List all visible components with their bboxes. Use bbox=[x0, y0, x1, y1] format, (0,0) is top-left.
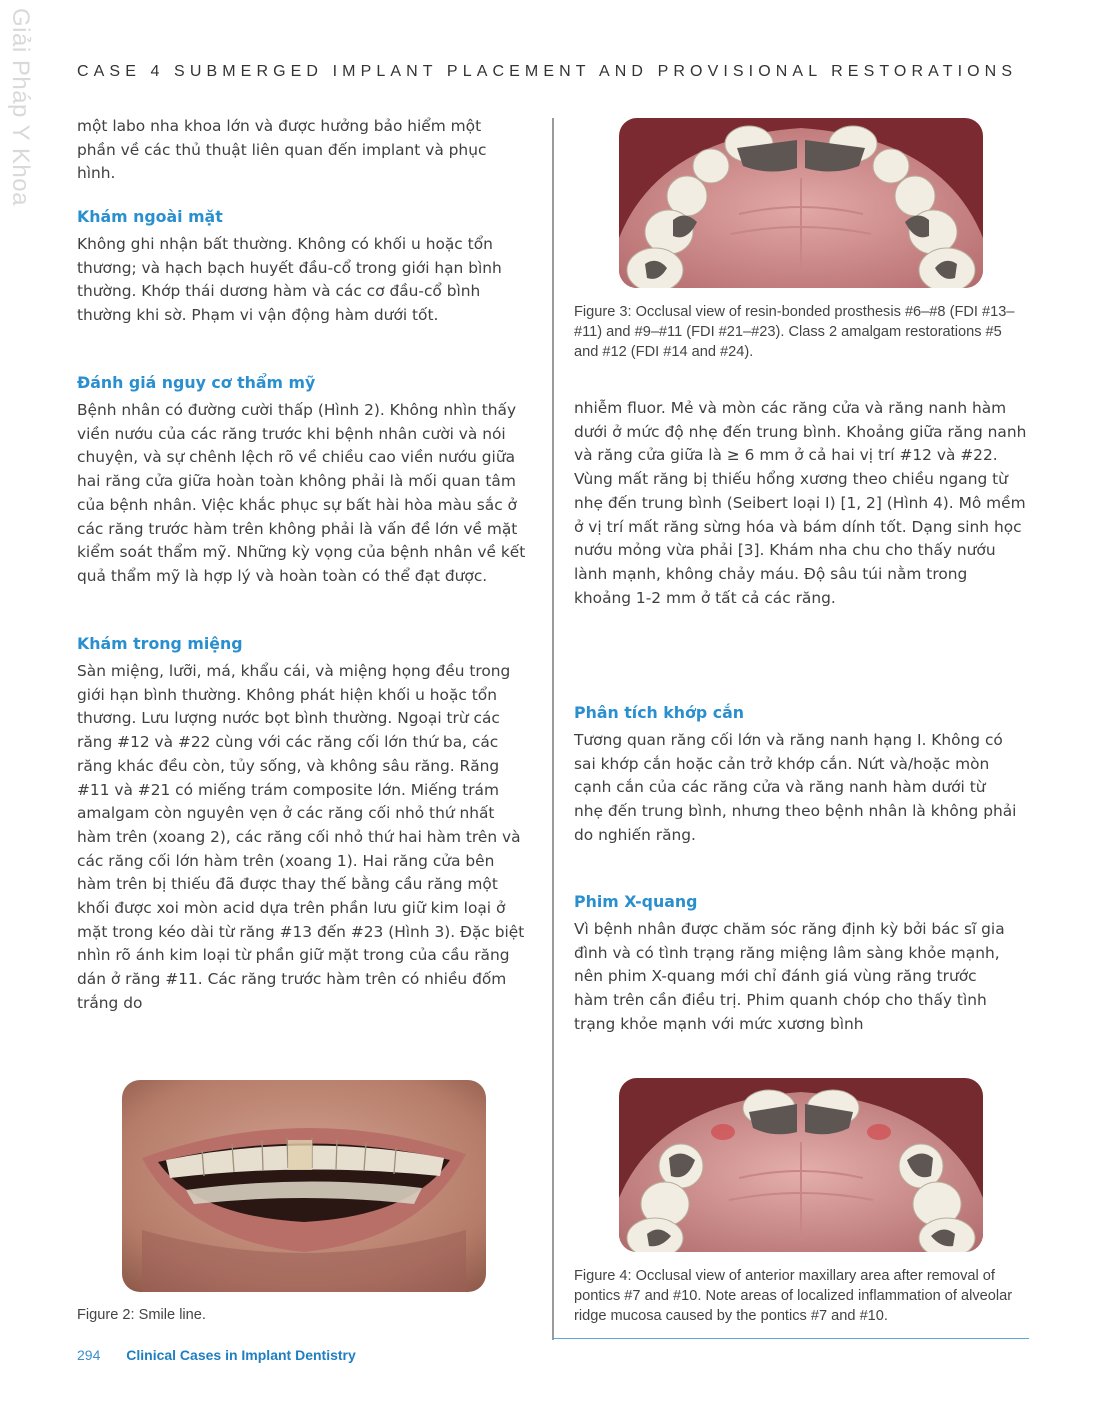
page-number: 294 bbox=[77, 1347, 101, 1363]
heading-radiographs: Phim X-quang bbox=[574, 892, 698, 911]
extraoral-paragraph: Không ghi nhận bất thường. Không có khối u hoặc tổn thương; và hạch bạch huyết đầu-cổ trong giới hạn bình thường. Khớp thái dương hàm và các cơ đầu-cổ bình thường khi sờ. Phạm vi vận động hàm dưới tốt. bbox=[77, 235, 502, 325]
heading-occlusal-analysis: Phân tích khớp cắn bbox=[574, 703, 744, 722]
figure-4-occlusal-photo bbox=[619, 1078, 983, 1252]
heading-esthetic-risk: Đánh giá nguy cơ thẩm mỹ bbox=[77, 373, 316, 392]
intraoral-paragraph: Sàn miệng, lưỡi, má, khẩu cái, và miệng họng đều trong giới hạn bình thường. Không phát hiện khối u hoặc tổn thương. Lưu lượng nước bọt bình thường. Ngoại trừ các răng #12 và #22 cùng với các răng cối lớn thứ ba, các răng khác đều còn, tủy sống, và không sâu răng. Răng #11 và #21 có miếng trám composite lớn. Miếng trám amalgam còn nguyên vẹn ở các răng cối nhỏ thứ nhất hàm trên (xoang 2), các răng cối nhỏ thứ hai hàm trên và các răng cối lớn hàm trên (xoang 1). Hai răng cửa bên hàm trên bị thiếu đã được thay thế bằng cầu răng một khối được xoi mòn acid dựa trên phần lưu giữ kim loại ở mặt trong kéo dài từ răng #13 đến #23 (Hình 3). Đặc biệt nhìn rõ ánh kim loại từ phần giữ mặt trong của cầu răng dán ở răng #11. Các răng trước hàm trên có nhiều đốm trắng do bbox=[77, 662, 525, 1012]
radiograph-paragraph: Vì bệnh nhân được chăm sóc răng định kỳ bởi bác sĩ gia đình và có tình trạng răng miệng lâm sàng khỏe mạnh, nên phim X-quang mới chỉ đánh giá vùng răng trước hàm trên cần điều trị. Phim quanh chóp cho thấy tình trạng khỏe mạnh với mức xương bình bbox=[574, 920, 1005, 1033]
heading-extraoral-exam: Khám ngoài mặt bbox=[77, 207, 223, 226]
book-title: Clinical Cases in Implant Dentistry bbox=[126, 1347, 356, 1363]
occlusal-paragraph: Tương quan răng cối lớn và răng nanh hạng I. Không có sai khớp cắn hoặc cản trở khớp cắn. Nứt và/hoặc mòn cạnh cắn của các răng cửa và răng nanh hàm dưới từ nhẹ đến trung bình, nhưng theo bệnh nhân là không phải do nghiến răng. bbox=[574, 731, 1017, 844]
esthetic-paragraph: Bệnh nhân có đường cười thấp (Hình 2). Không nhìn thấy viền nướu của các răng trước khi bệnh nhân cười và nói chuyện, và sự chênh lệch rõ về chiều cao viền nướu giữa hai răng cửa giữa hoàn toàn không phải là mối quan tâm của bệnh nhân. Việc khắc phục sự bất hài hòa màu sắc ở các răng trước hàm trên không phải là vấn đề lớn về mặt kiểm soát thẩm mỹ. Những kỳ vọng của bệnh nhân về kết quả thẩm mỹ là hợp lý và hoàn toàn có thể đạt được. bbox=[77, 401, 526, 585]
watermark: Giải Pháp Y Khoa bbox=[7, 8, 34, 206]
heading-intraoral-exam: Khám trong miệng bbox=[77, 634, 243, 653]
figure-3-caption: Figure 3: Occlusal view of resin-bonded prosthesis #6–#8 (FDI #13–#11) and #9–#11 (FDI #21–#23). Class 2 amalgam restorations #5 and #12 (FDI #14 and #24). bbox=[574, 304, 1015, 360]
page-footer bbox=[77, 1347, 356, 1363]
running-header: CASE 4 SUBMERGED IMPLANT PLACEMENT AND PROVISIONAL RESTORATIONS bbox=[77, 63, 1018, 80]
figure-2-caption: Figure 2: Smile line. bbox=[77, 1307, 206, 1323]
intro-paragraph: một labo nha khoa lớn và được hưởng bảo hiểm một phần về các thủ thuật liên quan đến implant và phục hình. bbox=[77, 117, 487, 183]
figure-3-occlusal-photo bbox=[619, 118, 983, 288]
column-divider bbox=[552, 118, 554, 1340]
fluorosis-paragraph: nhiễm fluor. Mẻ và mòn các răng cửa và răng nanh hàm dưới ở mức độ nhẹ đến trung bình. Khoảng giữa răng nanh và răng cửa giữa là ≥ 6 mm ở cả hai vị trí #12 và #22. Vùng mất răng bị thiếu hổng xương theo chiều ngang từ nhẹ đến trung bình (Seibert loại I) [1, 2] (Hình 4). Mô mềm ở vị trí mất răng sừng hóa và bám dính tốt. Dạng sinh học nướu mỏng vừa phải [3]. Khám nha chu cho thấy nướu lành mạnh, không chảy máu. Độ sâu túi nằm trong khoảng 1-2 mm ở tất cả các răng. bbox=[574, 399, 1027, 607]
footer-rule bbox=[553, 1338, 1029, 1339]
figure-4-caption: Figure 4: Occlusal view of anterior maxillary area after removal of pontics #7 and #10. Note areas of localized inflammation of alveolar ridge mucosa caused by the pontics #7 and #10. bbox=[574, 1268, 1013, 1324]
figure-2-smile-photo bbox=[122, 1080, 486, 1292]
